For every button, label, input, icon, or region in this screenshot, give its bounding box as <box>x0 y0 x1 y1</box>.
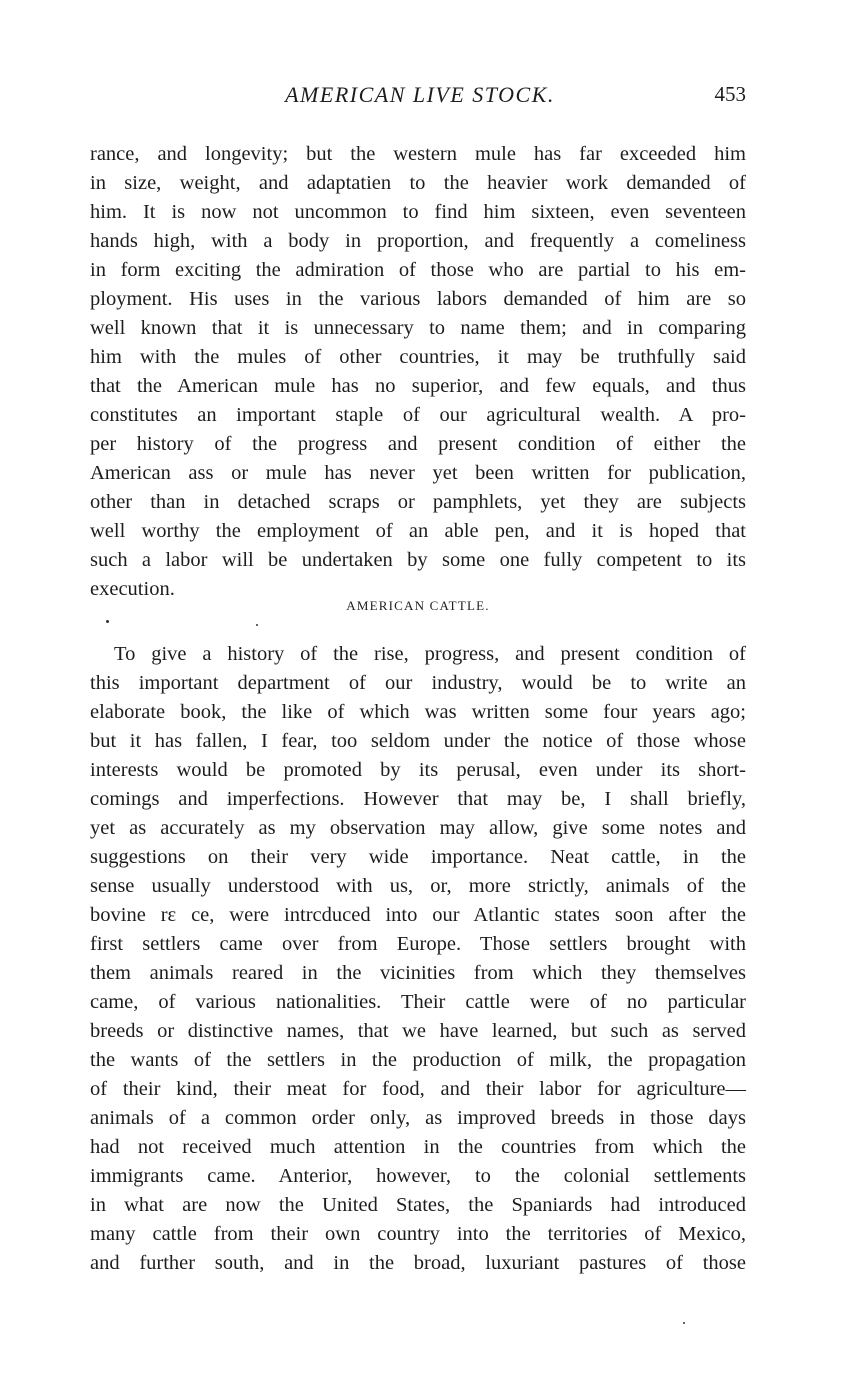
running-title: AMERICAN LIVE STOCK. <box>285 82 555 107</box>
paragraph-mules <box>90 140 746 604</box>
text-line: well worthy the employment of an able pen, and it is hoped that <box>90 520 746 542</box>
text-line: other than in detached scraps or pamphlets, yet they are subjects <box>90 491 746 513</box>
text-line: the wants of the settlers in the production of milk, the propagation <box>90 1049 746 1071</box>
text-line: comings and imperfections. However that may be, I shall briefly, <box>90 788 746 810</box>
text-line: well known that it is unnecessary to name them; and in comparing <box>90 317 746 339</box>
text-line: breeds or distinctive names, that we have learned, but such as served <box>90 1020 746 1042</box>
text-line: yet as accurately as my observation may allow, give some notes and <box>90 817 746 839</box>
text-line: hands high, with a body in proportion, and frequently a comeliness <box>90 230 746 252</box>
text-line: came, of various nationalities. Their cattle were of no particular <box>90 991 746 1013</box>
text-line: interests would be promoted by its perusal, even under its short- <box>90 759 746 781</box>
text-line: suggestions on their very wide importance. Neat cattle, in the <box>90 846 746 868</box>
page-number: 453 <box>714 82 746 106</box>
text-line: in what are now the United States, the Spaniards had introduced <box>90 1194 746 1216</box>
text-line: immigrants came. Anterior, however, to the colonial settlements <box>90 1165 746 1187</box>
text-line: him. It is now not uncommon to find him sixteen, even seventeen <box>90 201 746 223</box>
text-line: in form exciting the admiration of those who are partial to his em- <box>90 259 746 281</box>
paragraph-american-cattle <box>90 640 746 1278</box>
text-line: animals of a common order only, as improved breeds in those days <box>90 1107 746 1129</box>
text-line: him with the mules of other countries, it may be truthfully said <box>90 346 746 368</box>
text-line: American ass or mule has never yet been written for publication, <box>90 462 746 484</box>
text-line: many cattle from their own country into the territories of Mexico, <box>90 1223 746 1245</box>
text-line: To give a history of the rise, progress, and present condition of <box>114 643 746 665</box>
text-line: and further south, and in the broad, luxuriant pastures of those <box>90 1252 746 1274</box>
text-line: first settlers came over from Europe. Those settlers brought with <box>90 933 746 955</box>
text-line: that the American mule has no superior, and few equals, and thus <box>90 375 746 397</box>
text-line: constitutes an important staple of our agricultural wealth. A pro- <box>90 404 746 426</box>
text-line: bovine rε ce, were intrcduced into our Atlantic states soon after the <box>90 904 746 926</box>
section-heading: AMERICAN CATTLE. <box>346 598 490 613</box>
text-line: such a labor will be undertaken by some one fully competent to its <box>90 549 746 571</box>
ink-speck <box>256 624 258 626</box>
text-line: of their kind, their meat for food, and their labor for agriculture— <box>90 1078 746 1100</box>
text-line: per history of the progress and present condition of either the <box>90 433 746 455</box>
text-line: sense usually understood with us, or, more strictly, animals of the <box>90 875 746 897</box>
running-head <box>90 80 750 110</box>
text-line: execution. <box>90 578 175 600</box>
text-line: them animals reared in the vicinities from which they themselves <box>90 962 746 984</box>
text-line: ployment. His uses in the various labors demanded of him are so <box>90 288 746 310</box>
text-line: but it has fallen, I fear, too seldom under the notice of those whose <box>90 730 746 752</box>
ink-speck <box>683 1322 685 1324</box>
ink-speck <box>106 620 109 623</box>
text-line: had not received much attention in the countries from which the <box>90 1136 746 1158</box>
text-line: in size, weight, and adaptatien to the heavier work demanded of <box>90 172 746 194</box>
text-line: rance, and longevity; but the western mule has far exceeded him <box>90 143 746 165</box>
text-line: elaborate book, the like of which was written some four years ago; <box>90 701 746 723</box>
text-line: this important department of our industry, would be to write an <box>90 672 746 694</box>
